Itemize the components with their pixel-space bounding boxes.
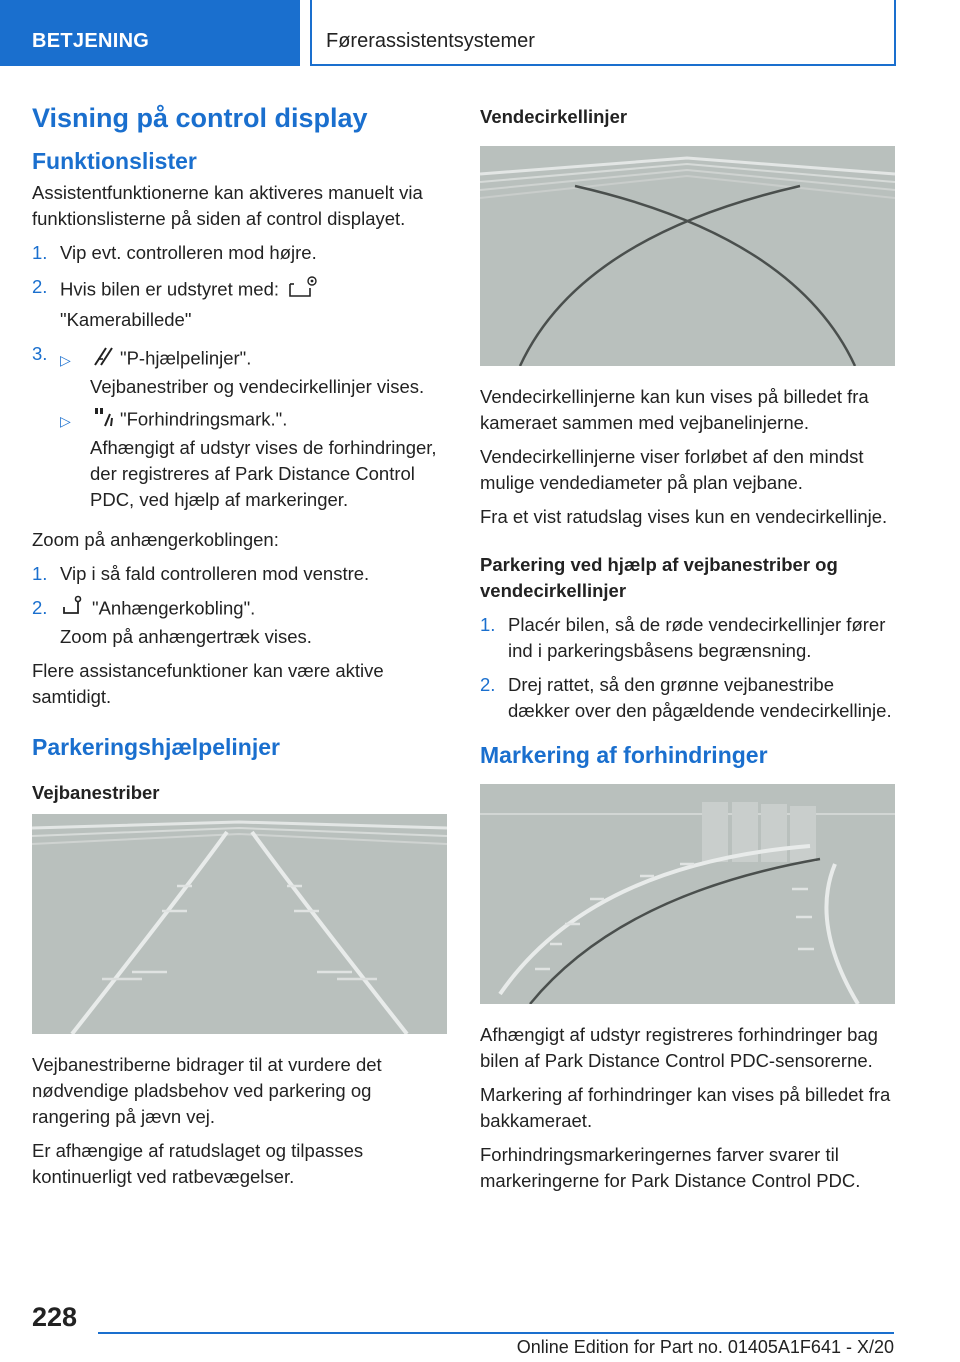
obstacle-marking-icon <box>92 406 114 435</box>
header-section-label: BETJENING <box>32 30 150 52</box>
mark-paragraph-1: Afhængigt af udstyr registreres forhindringer bag bilen af Park Distance Control PDC-sensorerne. <box>480 1024 878 1071</box>
list-item <box>32 240 450 266</box>
parkering-steps-list <box>480 612 898 724</box>
step-number: 2. <box>32 276 48 297</box>
zoom-intro: Zoom på anhængerkoblingen: <box>32 529 279 550</box>
list-item <box>32 274 450 333</box>
heading-parkering-ved-hjaelp: Parkering ved hjælp af vejbanestriber og vendecirkellinjer <box>480 554 838 601</box>
list-item <box>480 612 898 664</box>
step-desc: Zoom på anhængertræk vises. <box>60 626 312 647</box>
footer-divider <box>98 1332 894 1334</box>
list-item <box>480 672 898 724</box>
page-number: 228 <box>32 1302 78 1332</box>
vende-paragraph-3: Fra et vist ratudslag vises kun en vendecirkellinje. <box>480 506 888 527</box>
sub-desc: Vejbanestriber og vendecirkellinjer vises. <box>90 376 425 397</box>
step-text: Drej rattet, så den grønne vejbanestribe dækker over den pågældende vendecirkellinje. <box>508 674 892 721</box>
heading-vejbanestriber: Vejbanestriber <box>32 782 160 803</box>
header-topic-label: Førerassistentsystemer <box>326 30 535 52</box>
right-column <box>480 100 898 1202</box>
sub-item <box>60 345 450 400</box>
parking-lines-icon <box>92 345 114 374</box>
vende-paragraph-1: Vendecirkellinjerne kan kun vises på billedet fra kameraet sammen med vejbanelinjerne. <box>480 386 869 433</box>
camera-icon <box>286 274 320 307</box>
sub-label: "P-hjælpelinjer". <box>120 347 252 369</box>
mark-paragraph-3: Forhindringsmarkeringernes farver svarer til markeringerne for Park Distance Control PDC. <box>480 1144 861 1191</box>
header-topic-box <box>310 0 896 66</box>
trailer-hitch-icon <box>62 595 86 624</box>
page-title: Visning på control display <box>32 103 368 133</box>
zoom-steps-list <box>32 561 450 650</box>
figure-markering-forhindringer <box>480 784 895 1004</box>
step-number: 1. <box>480 614 496 635</box>
heading-funktionslister: Funktionslister <box>32 148 197 174</box>
step-text: Vip i så fald controlleren mod venstre. <box>60 563 370 584</box>
vej-paragraph-2: Er afhængige af ratudslaget og tilpasses kontinuerligt ved ratbevægelser. <box>32 1140 364 1187</box>
step-number: 2. <box>32 597 48 618</box>
step-number: 3. <box>32 343 48 364</box>
left-column <box>32 100 450 1198</box>
step-text: "Anhængerkobling". <box>92 597 256 619</box>
figure-vendecirkellinjer <box>480 146 895 366</box>
heading-vendecirkellinjer: Vendecirkellinjer <box>480 106 628 127</box>
vende-paragraph-2: Vendecirkellinjerne viser forløbet af den mindst mulige vendediameter på plan vejbane. <box>480 446 864 493</box>
heading-parkeringshjaelpelinjer: Parkeringshjælpelinjer <box>32 734 280 760</box>
list-item <box>32 341 450 519</box>
step-number: 2. <box>480 674 496 695</box>
sub-label: "Forhindringsmark.". <box>120 408 288 430</box>
vej-paragraph-1: Vejbanestriberne bidrager til at vurdere det nødvendige pladsbehov ved parkering og rangering på jævn vej. <box>32 1054 382 1127</box>
step-number: 1. <box>32 563 48 584</box>
funk-intro: Assistentfunktionerne kan aktiveres manuelt via funktionslisterne på siden af control displayet. <box>32 182 423 229</box>
figure-vejbanestriber <box>32 814 447 1034</box>
step-text: Vip evt. controlleren mod højre. <box>60 242 317 263</box>
sub-desc: Afhængigt af udstyr vises de forhindringer, der registreres af Park Distance Control PDC, ved hjælp af markeringer. <box>90 437 437 510</box>
heading-markering-af-forhindringer: Markering af forhindringer <box>480 742 768 768</box>
list-item <box>32 561 450 587</box>
step-text-kamera: "Kamerabillede" <box>60 309 192 330</box>
more-functions-note: Flere assistancefunktioner kan være aktive samtidigt. <box>32 660 384 707</box>
triangle-bullet-icon: ▷ <box>60 413 71 429</box>
triangle-bullet-icon: ▷ <box>60 352 71 368</box>
sub-item <box>60 406 450 513</box>
steps-list <box>32 240 450 519</box>
footer-edition: Online Edition for Part no. 01405A1F641 - X/20 <box>516 1337 894 1357</box>
list-item <box>32 595 450 650</box>
step-number: 1. <box>32 242 48 263</box>
step-text: Placér bilen, så de røde vendecirkellinjer fører ind i parkeringsbåsens begrænsning. <box>508 614 886 661</box>
header-section-tab <box>0 0 300 66</box>
step-text: Hvis bilen er udstyret med: <box>60 278 280 300</box>
mark-paragraph-2: Markering af forhindringer kan vises på billedet fra bakkameraet. <box>480 1084 891 1131</box>
